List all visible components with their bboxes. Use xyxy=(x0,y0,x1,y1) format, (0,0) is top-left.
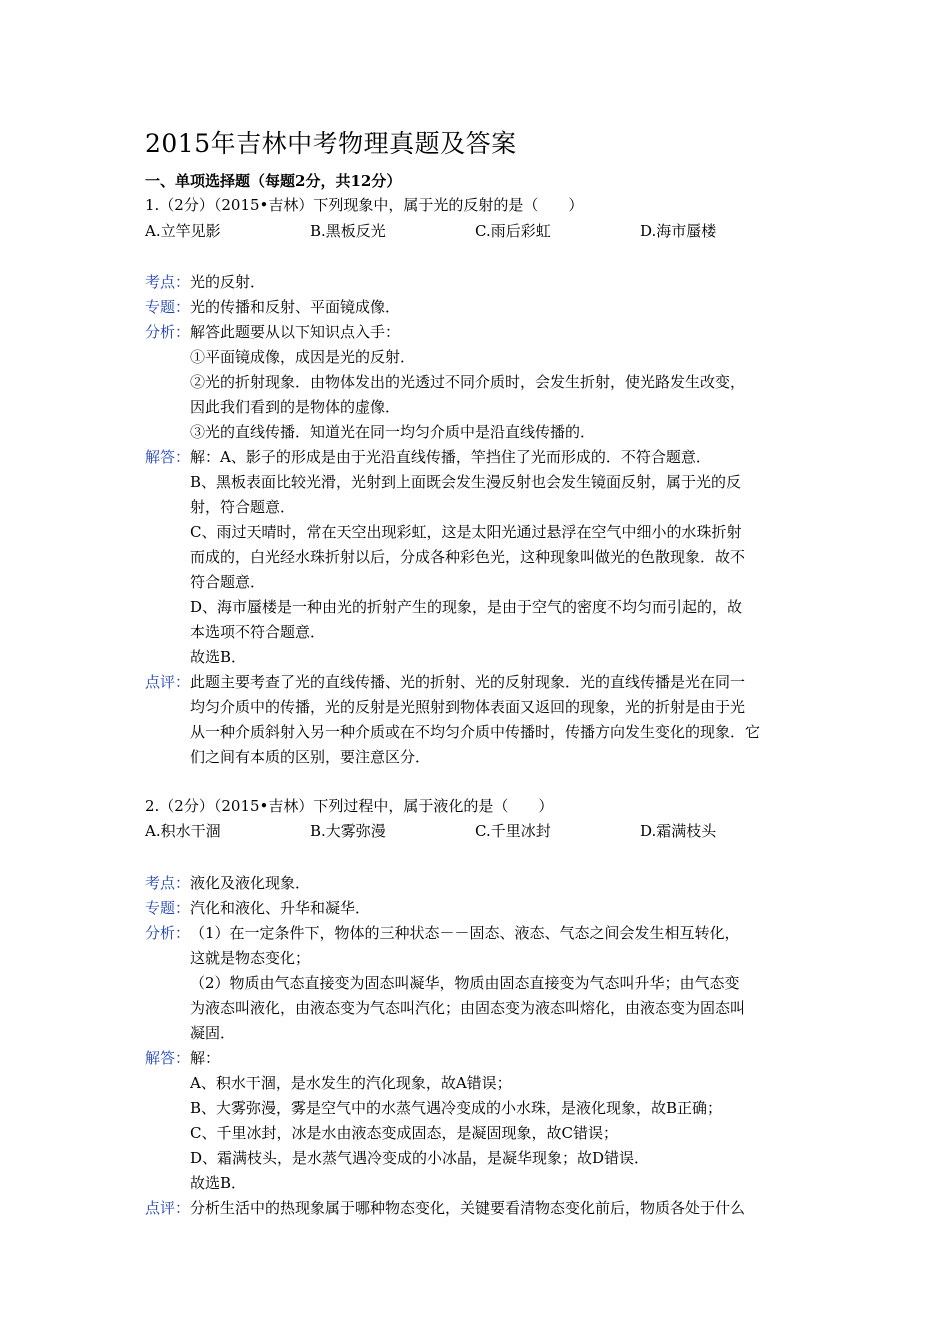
question-2-stem: 2.（2分）（2015•吉林）下列过程中，属于液化的是（ ） xyxy=(145,797,554,815)
jieda-line: A、积水干涸，是水发生的汽化现象，故A错误； xyxy=(190,1074,512,1092)
kaodian-text: 光的反射． xyxy=(190,273,266,291)
fenxi-label: 分析： xyxy=(145,323,191,341)
jieda-line: B、大雾弥漫，雾是空气中的水蒸气遇冷变成的小水珠，是液化现象，故B正确； xyxy=(190,1099,723,1117)
jieda-line: 符合题意． xyxy=(190,573,266,591)
jieda-line: 本选项不符合题意． xyxy=(190,623,326,641)
option-c: C.千里冰封 xyxy=(475,822,551,840)
zhuanti-text: 汽化和液化、升华和凝华． xyxy=(190,899,371,917)
option-d: D.海市蜃楼 xyxy=(640,222,717,240)
fenxi-label: 分析： xyxy=(145,924,191,942)
jieda-line: B、黑板表面比较光滑，光射到上面既会发生漫反射也会发生镜面反射，属于光的反 xyxy=(190,473,742,491)
fenxi-line: ③光的直线传播．知道光在同一均匀介质中是沿直线传播的． xyxy=(190,423,596,441)
option-b: B.大雾弥漫 xyxy=(310,822,386,840)
dianping-line: 从一种介质斜射入另一种介质或在不均匀介质中传播时，传播方向发生变化的现象．它 xyxy=(190,723,761,741)
page-title: 2015年吉林中考物理真题及答案 xyxy=(145,129,517,158)
jieda-line: D、海市蜃楼是一种由光的折射产生的现象，是由于空气的密度不均匀而引起的，故 xyxy=(190,598,743,616)
zhuanti-label: 专题： xyxy=(145,298,191,316)
option-a: A.立竿见影 xyxy=(145,222,221,240)
jieda-line: 解：A、影子的形成是由于光沿直线传播，竿挡住了光而形成的．不符合题意． xyxy=(190,448,711,466)
jieda-label: 解答： xyxy=(145,1049,191,1067)
fenxi-line: 为液态叫液化，由液态变为气态叫汽化；由固态变为液态叫熔化，由液态变为固态叫 xyxy=(190,999,746,1017)
fenxi-line: （1）在一定条件下，物体的三种状态－－固态、液态、气态之间会发生相互转化， xyxy=(190,924,740,942)
kaodian-text: 液化及液化现象． xyxy=(190,874,311,892)
option-b: B.黑板反光 xyxy=(310,222,386,240)
kaodian-label: 考点： xyxy=(145,273,191,291)
question-1-stem: 1.（2分）（2015•吉林）下列现象中，属于光的反射的是（ ） xyxy=(145,196,584,214)
option-d: D.霜满枝头 xyxy=(640,822,717,840)
dianping-line: 分析生活中的热现象属于哪种物态变化，关键要看清物态变化前后，物质各处于什么 xyxy=(190,1199,746,1217)
fenxi-line: （2）物质由气态直接变为固态叫凝华，物质由固态直接变为气态叫升华；由气态变 xyxy=(190,974,740,992)
dianping-line: 均匀介质中的传播，光的反射是光照射到物体表面又返回的现象，光的折射是由于光 xyxy=(190,698,746,716)
fenxi-line: 因此我们看到的是物体的虚像． xyxy=(190,398,401,416)
fenxi-line: 解答此题要从以下知识点入手： xyxy=(190,323,401,341)
kaodian-label: 考点： xyxy=(145,874,191,892)
dianping-label: 点评： xyxy=(145,673,191,691)
zhuanti-text: 光的传播和反射、平面镜成像． xyxy=(190,298,401,316)
jieda-line: D、霜满枝头，是水蒸气遇冷变成的小冰晶，是凝华现象；故D错误． xyxy=(190,1149,650,1167)
fenxi-line: 凝固． xyxy=(190,1024,236,1042)
dianping-line: 们之间有本质的区别，要注意区分． xyxy=(190,748,431,766)
zhuanti-label: 专题： xyxy=(145,899,191,917)
jieda-label: 解答： xyxy=(145,448,191,466)
jieda-line: 而成的，白光经水珠折射以后，分成各种彩色光，这种现象叫做光的色散现象．故不 xyxy=(190,548,746,566)
section-heading: 一、单项选择题（每题2分，共12分） xyxy=(145,172,402,190)
jieda-line: 故选B． xyxy=(190,648,247,666)
option-a: A.积水干涸 xyxy=(145,822,221,840)
jieda-line: 解： xyxy=(190,1049,221,1067)
option-c: C.雨后彩虹 xyxy=(475,222,551,240)
jieda-line: 射，符合题意． xyxy=(190,498,296,516)
jieda-line: C、千里冰封，冰是水由液态变成固态，是凝固现象，故C错误； xyxy=(190,1124,618,1142)
dianping-label: 点评： xyxy=(145,1199,191,1217)
fenxi-line: 这就是物态变化； xyxy=(190,949,311,967)
dianping-line: 此题主要考查了光的直线传播、光的折射、光的反射现象．光的直线传播是光在同一 xyxy=(190,673,746,691)
fenxi-line: ②光的折射现象．由物体发出的光透过不同介质时，会发生折射，使光路发生改变， xyxy=(190,373,746,391)
fenxi-line: ①平面镜成像，成因是光的反射． xyxy=(190,348,416,366)
jieda-line: C、雨过天晴时，常在天空出现彩虹，这是太阳光通过悬浮在空气中细小的水珠折射 xyxy=(190,523,742,541)
jieda-line: 故选B． xyxy=(190,1174,247,1192)
